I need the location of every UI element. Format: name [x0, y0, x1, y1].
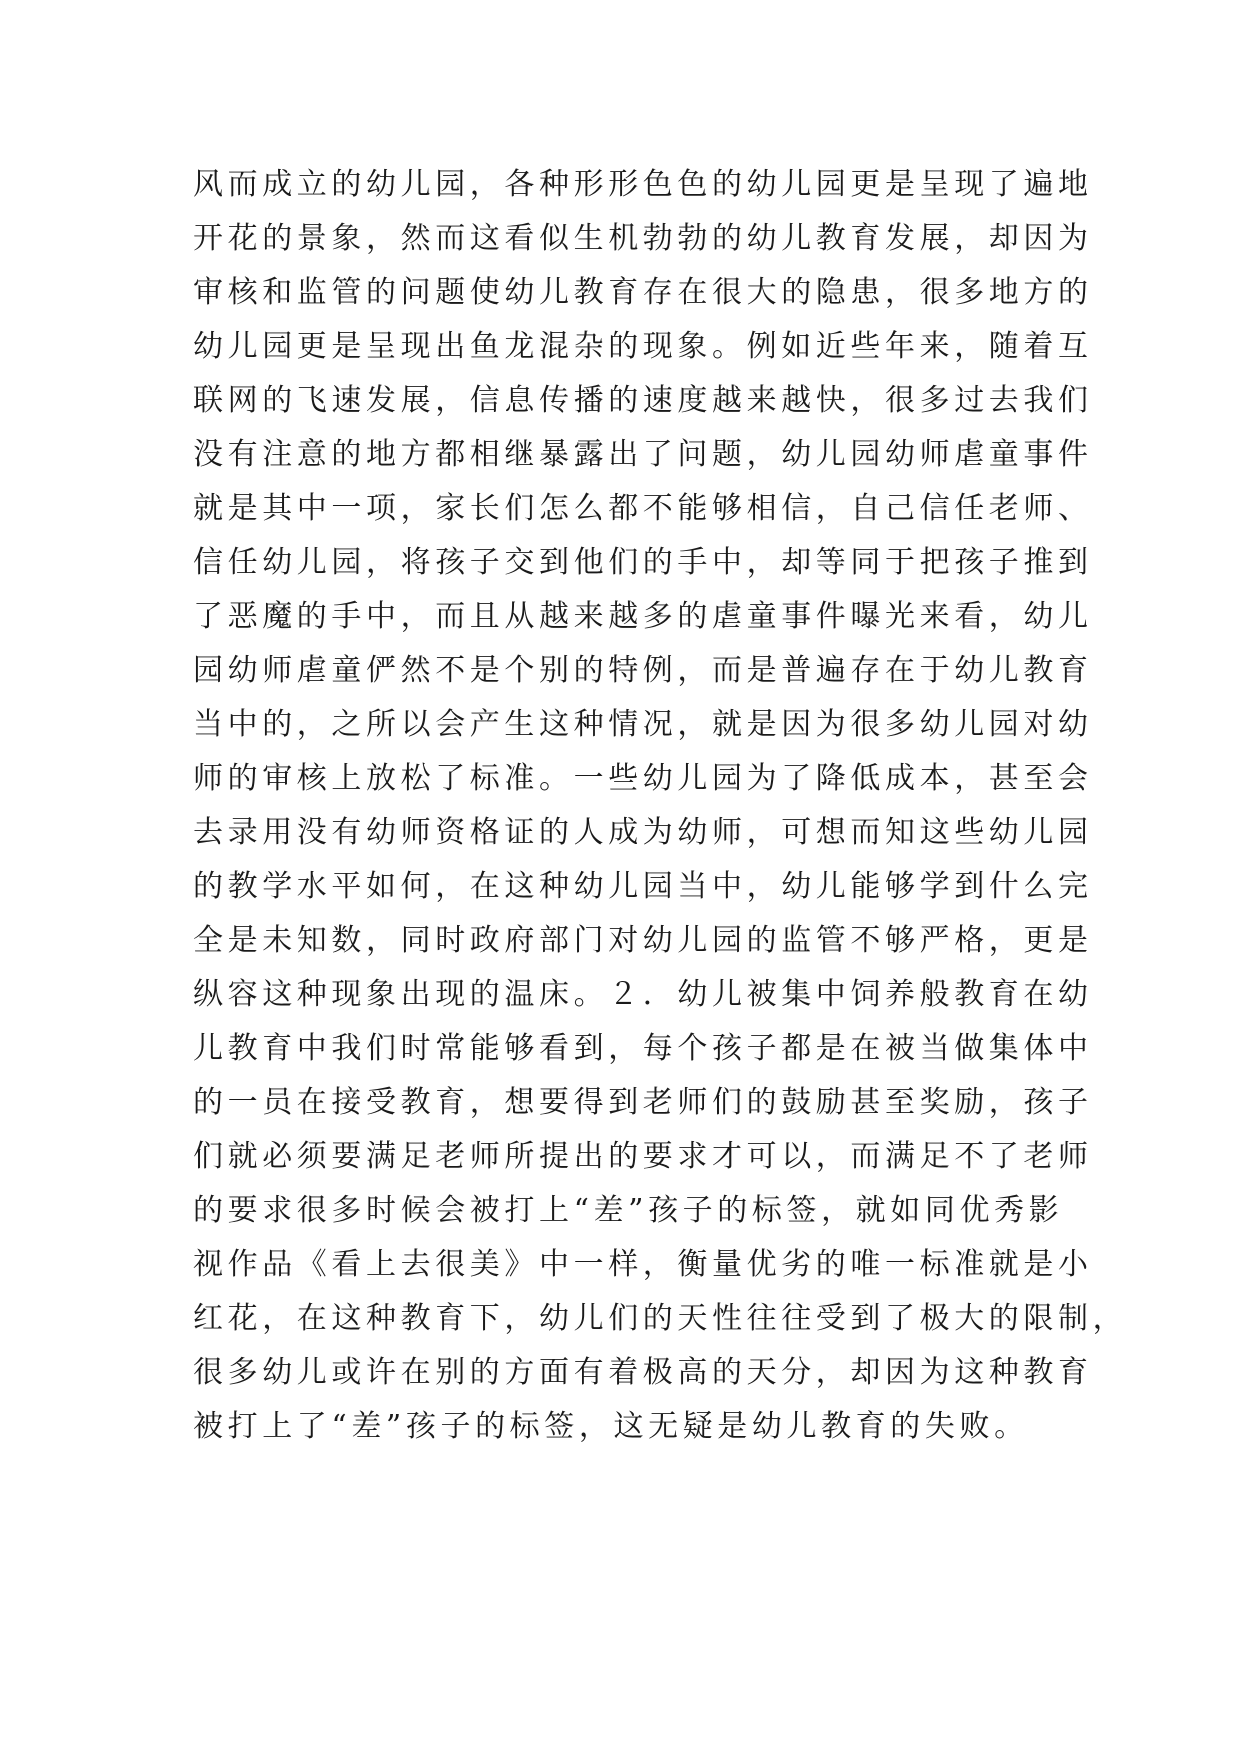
body-paragraph: [193, 158, 1128, 1454]
text-line: 视作品《看上去很美》中一样，衡量优劣的唯一标准就是小: [193, 1247, 1093, 1282]
text-line: 们就必须要满足老师所提出的要求才可以，而满足不了老师: [193, 1139, 1093, 1174]
text-line: 幼儿园更是呈现出鱼龙混杂的现象。例如近些年来，随着互: [193, 329, 1093, 364]
text-line: 纵容这种现象出现的温床。２．幼儿被集中饲养般教育在幼: [193, 977, 1093, 1012]
text-line: 信任幼儿园，将孩子交到他们的手中，却等同于把孩子推到: [193, 545, 1093, 580]
text-line: 的教学水平如何，在这种幼儿园当中，幼儿能够学到什么完: [193, 869, 1093, 904]
text-line: 的要求很多时候会被打上“差”孩子的标签，就如同优秀影: [193, 1193, 1064, 1228]
text-line: 去录用没有幼师资格证的人成为幼师，可想而知这些幼儿园: [193, 815, 1093, 850]
text-line: 当中的，之所以会产生这种情况，就是因为很多幼儿园对幼: [193, 707, 1093, 742]
text-line: 师的审核上放松了标准。一些幼儿园为了降低成本，甚至会: [193, 761, 1093, 796]
text-line: 联网的飞速发展，信息传播的速度越来越快，很多过去我们: [193, 383, 1093, 418]
text-line: 全是未知数，同时政府部门对幼儿园的监管不够严格，更是: [193, 923, 1093, 958]
text-line: 很多幼儿或许在别的方面有着极高的天分，却因为这种教育: [193, 1355, 1093, 1390]
text-line: 儿教育中我们时常能够看到，每个孩子都是在被当做集体中: [193, 1031, 1093, 1066]
text-line: 的一员在接受教育，想要得到老师们的鼓励甚至奖励，孩子: [193, 1085, 1093, 1120]
text-line: 开花的景象，然而这看似生机勃勃的幼儿教育发展，却因为: [193, 221, 1093, 256]
text-line: 了恶魔的手中，而且从越来越多的虐童事件曝光来看，幼儿: [193, 599, 1093, 634]
text-line: 风而成立的幼儿园，各种形形色色的幼儿园更是呈现了遍地: [193, 167, 1093, 202]
text-line: 红花，在这种教育下，幼儿们的天性往往受到了极大的限制，: [193, 1301, 1128, 1336]
text-line: 园幼师虐童俨然不是个别的特例，而是普遍存在于幼儿教育: [193, 653, 1093, 688]
text-line: 被打上了“差”孩子的标签，这无疑是幼儿教育的失败。: [193, 1409, 1029, 1444]
text-line: 没有注意的地方都相继暴露出了问题，幼儿园幼师虐童事件: [193, 437, 1093, 472]
text-line: 就是其中一项，家长们怎么都不能够相信，自己信任老师、: [193, 491, 1093, 526]
text-line: 审核和监管的问题使幼儿教育存在很大的隐患，很多地方的: [193, 275, 1093, 310]
